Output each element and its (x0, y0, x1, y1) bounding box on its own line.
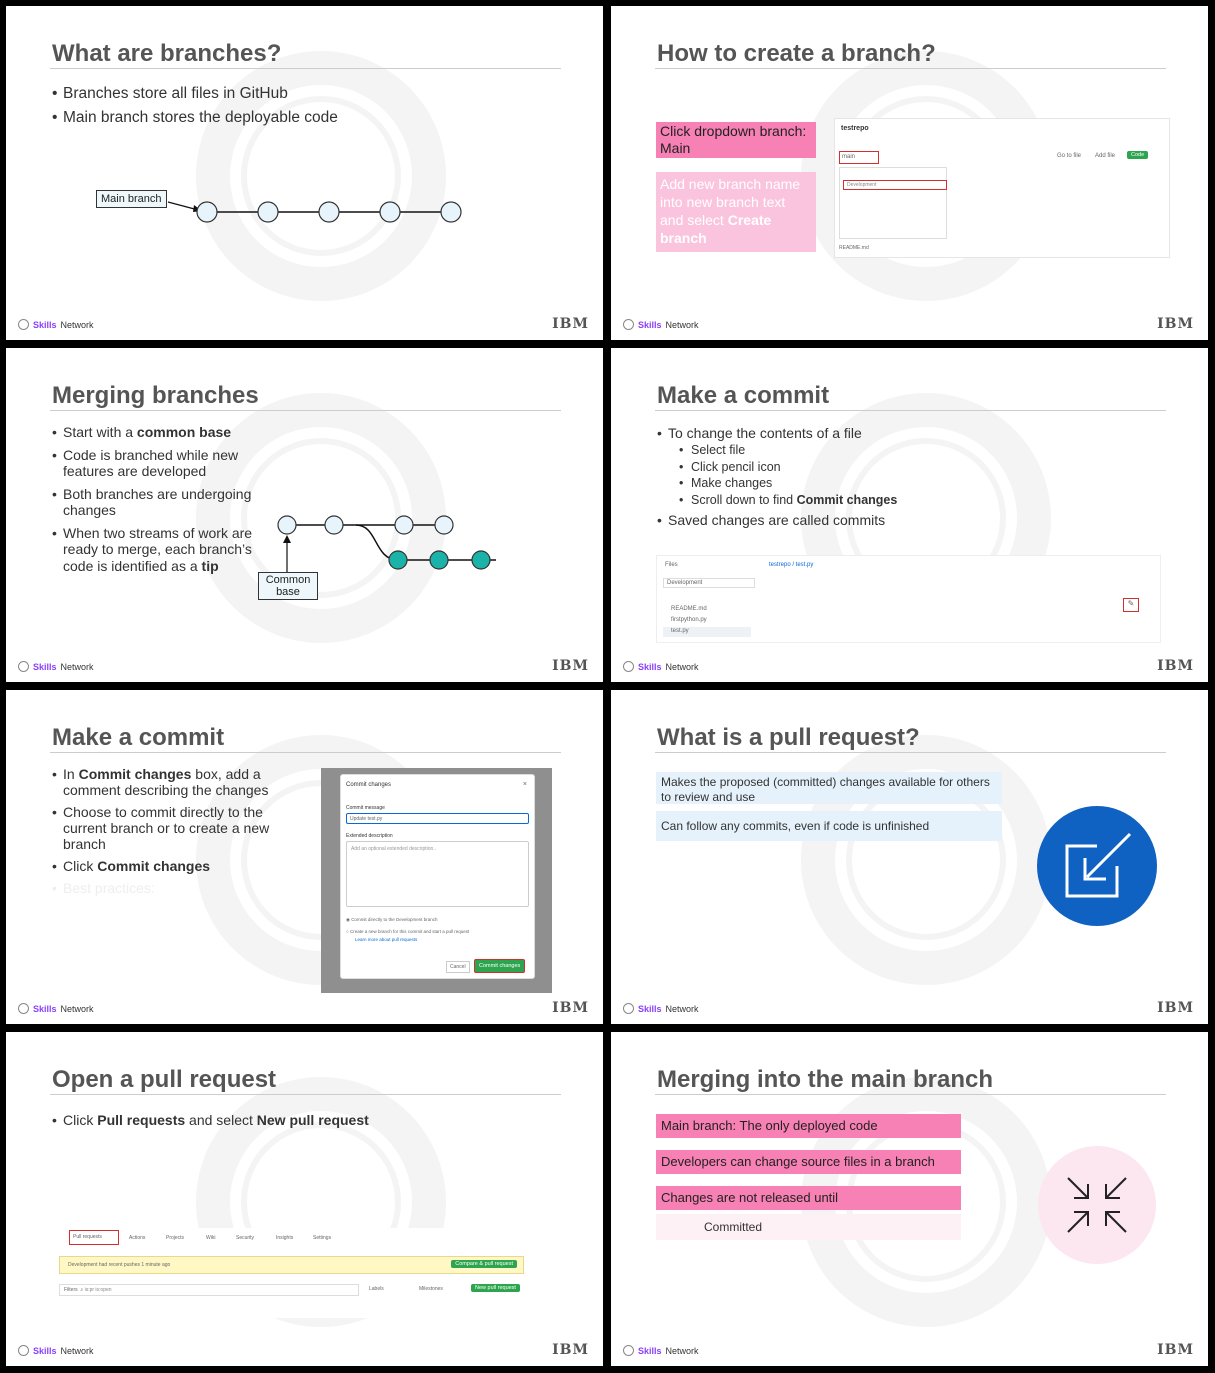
slide-title: Open a pull request (52, 1066, 277, 1093)
slide-title: How to create a branch? (657, 40, 936, 67)
tab-insights[interactable]: Insights (276, 1235, 294, 1241)
branch-name-input[interactable]: Development (843, 180, 947, 190)
branch-select[interactable]: Development (663, 578, 755, 588)
slide-merging-branches: Merging branches • Start with a common base • Code is branched while new features are developed • Both branches are undergoing changes • When two streams of work are ready to merge, each branch’s code is identified as a tip Common base Skills Network IBM (6, 348, 603, 682)
ibm-logo: IBM (552, 316, 589, 332)
slide-title: Make a commit (52, 724, 225, 751)
bullet: • When two streams of work are ready to merge, each branch’s code is identified as a tip (52, 525, 262, 575)
callout-proposed-changes: Makes the proposed (committed) changes available for others to review and use (656, 772, 1002, 804)
callout-main-branch: Main branch: The only deployed code (656, 1114, 961, 1138)
slide-title: What is a pull request? (657, 724, 920, 751)
tab-security[interactable]: Security (236, 1235, 255, 1241)
branch-node (472, 551, 490, 569)
slide-pull-request: What is a pull request? Makes the proposed (committed) changes available for others to review and use Can follow any commits, even if code is unfinished Skills Network IBM (611, 690, 1208, 1024)
branch-menu (839, 167, 947, 239)
file-path: testrepo / test.py (769, 562, 814, 568)
tab-projects[interactable]: Projects (166, 1235, 185, 1241)
common-base-label: Common base (258, 572, 318, 600)
bullet: • Code is branched while new features are developed (52, 447, 262, 480)
dialog-title: Commit changes (346, 782, 392, 788)
commit-node (380, 202, 400, 222)
callout-committed: Committed (656, 1214, 961, 1240)
code-button[interactable]: Code (1127, 151, 1148, 159)
commit-node (258, 202, 278, 222)
callout-developers: Developers can change source files in a branch (656, 1150, 961, 1174)
bullet-list (657, 424, 897, 529)
sub-bullet: • Click pencil icon (657, 459, 897, 476)
github-pr-mock (51, 1228, 536, 1318)
slide-merge-main: Merging into the main branch Main branch: The only deployed code Developers can change source files in a branch Changes are not released until Committed Skills Network IBM (611, 1032, 1208, 1366)
slide-title: Merging into the main branch (657, 1066, 994, 1093)
commit-node (278, 516, 296, 534)
bullet: • Start with a common base (52, 424, 262, 441)
labels-button[interactable]: Labels (369, 1286, 384, 1292)
branch-node (389, 551, 407, 569)
bullet-faded: • Best practices: (52, 880, 292, 896)
bullet-list (52, 1108, 369, 1132)
pull-requests-tab[interactable]: Pull requests (69, 1230, 119, 1245)
close-icon[interactable]: × (522, 781, 527, 788)
tab-actions[interactable]: Actions (129, 1235, 146, 1241)
merge-diagram (6, 348, 603, 682)
radio-commit-direct[interactable]: ◉ Commit directly to the Development branch (346, 917, 438, 922)
commit-changes-button[interactable]: Commit changes (474, 959, 525, 973)
file-item[interactable]: firstpython.py (671, 617, 707, 623)
compare-pr-button[interactable]: Compare & pull request (451, 1260, 517, 1268)
callout-new-branch: Add new branch name into new branch text and select Create branch (656, 172, 816, 252)
file-item-selected[interactable]: test.py (663, 627, 751, 637)
bullet: • Choose to commit directly to the current branch or to create a new branch (52, 804, 292, 852)
commit-message-input[interactable]: Update test.py (346, 813, 529, 824)
callout-follow-commits: Can follow any commits, even if code is unfinished (656, 811, 1002, 841)
commit-node (395, 516, 413, 534)
sub-bullet: • Scroll down to find Commit changes (657, 492, 897, 509)
sub-bullet: • Select file (657, 442, 897, 459)
slide-title: Merging branches (52, 382, 259, 409)
add-file-button[interactable]: Add file (1095, 153, 1116, 159)
bullet: • In Commit changes box, add a comment describing the changes (52, 766, 292, 798)
bullet: • Main branch stores the deployable code (52, 106, 338, 130)
branch-dropdown[interactable]: main (839, 151, 879, 164)
milestones-button[interactable]: Milestones (419, 1286, 443, 1292)
learn-more-link[interactable]: Learn more about pull requests (355, 937, 418, 942)
slide-create-branch: How to create a branch? Click dropdown branch: Main Add new branch name into new branch text and select Create branch testrepo main Go to file Add file Code Development README.md Skills Network IBM (611, 6, 1208, 340)
radio-new-branch[interactable]: ○ Create a new branch for this commit and start a pull request (346, 929, 470, 934)
bullet: • Saved changes are called commits (657, 511, 897, 529)
bullet: • Click Commit changes (52, 858, 292, 874)
slide-make-commit-1: Make a commit • To change the contents of a file • Select file • Click pencil icon • Make changes • Scroll down to find Commit changes • Saved changes are called commits Files Development README.md firstpython.py test.py testrepo / test.py ✎ Skills Network IBM (611, 348, 1208, 682)
skills-network-logo: Skills Network (18, 319, 94, 330)
callout-dropdown: Click dropdown branch: Main (656, 122, 816, 158)
branch-diagram (6, 6, 603, 340)
commit-node (325, 516, 343, 534)
new-pull-request-button[interactable]: New pull request (471, 1284, 520, 1292)
branch-node (430, 551, 448, 569)
bullet: • To change the contents of a file (657, 424, 897, 442)
pencil-icon[interactable]: ✎ (1123, 598, 1139, 612)
github-file-mock: Files Development README.md firstpython.py test.py testrepo / test.py ✎ (656, 555, 1161, 643)
go-to-file-button[interactable]: Go to file (1057, 153, 1082, 159)
github-repo-mock: testrepo main Go to file Add file Code Development README.md (834, 118, 1170, 258)
slide-title: What are branches? (52, 40, 282, 67)
tab-wiki[interactable]: Wiki (206, 1235, 216, 1241)
slide-title: Make a commit (657, 382, 830, 409)
pr-search-input[interactable]: Filters ⌕ is:pr is:open (59, 1284, 359, 1296)
sub-bullet: • Make changes (657, 475, 897, 492)
tab-settings[interactable]: Settings (313, 1235, 332, 1241)
repo-name: testrepo (841, 125, 869, 132)
commit-dialog-backdrop (321, 768, 552, 993)
slide-open-pull-request: Open a pull request • Click Pull requests and select New pull request Pull requests Actions Projects Wiki Security Insights Settings Development had recent pushes 1 minute ago Compare & pull request Filters ⌕ is:pr is:open Labels Milestones New pull request Skills Network IBM (6, 1032, 603, 1366)
commit-dialog: Commit changes × Commit message Update test.py Extended description Add an optional extended description.. ◉ Commit directly to the Development branch ○ Create a new branch for this commit and start a pull request Learn more about pull requests Cancel Commit changes (340, 774, 535, 979)
recent-push-banner: Development had recent pushes 1 minute ago Compare & pull request (59, 1256, 524, 1274)
slide-make-commit-2: Make a commit • In Commit changes box, add a comment describing the changes • Choose to commit directly to the current branch or to create a new branch • Click Commit changes • Best practices: Commit changes × Commit message Update test.py Extended description Add an optional extended description.. ◉ Commit directly to the Development branch ○ Create a new branch for this commit and start a pull request Learn more about pull requests Cancel Commit changes Skills Network IBM (6, 690, 603, 1024)
commit-node (319, 202, 339, 222)
commit-node (435, 516, 453, 534)
description-textarea[interactable]: Add an optional extended description.. (346, 841, 529, 907)
merge-icon (1038, 1146, 1156, 1264)
commit-node (197, 202, 217, 222)
bullet: • Branches store all files in GitHub (52, 82, 338, 106)
pull-request-icon (1037, 806, 1157, 926)
file-item[interactable]: README.md (671, 606, 707, 612)
bullet-list (52, 766, 292, 896)
cancel-button[interactable]: Cancel (446, 961, 470, 973)
commit-node (441, 202, 461, 222)
main-branch-label: Main branch (96, 190, 167, 208)
slide-what-are-branches (6, 6, 603, 340)
callout-not-released: Changes are not released until (656, 1186, 961, 1210)
bullet: • Click Pull requests and select New pull request (52, 1108, 369, 1132)
bullet: • Both branches are undergoing changes (52, 486, 262, 519)
